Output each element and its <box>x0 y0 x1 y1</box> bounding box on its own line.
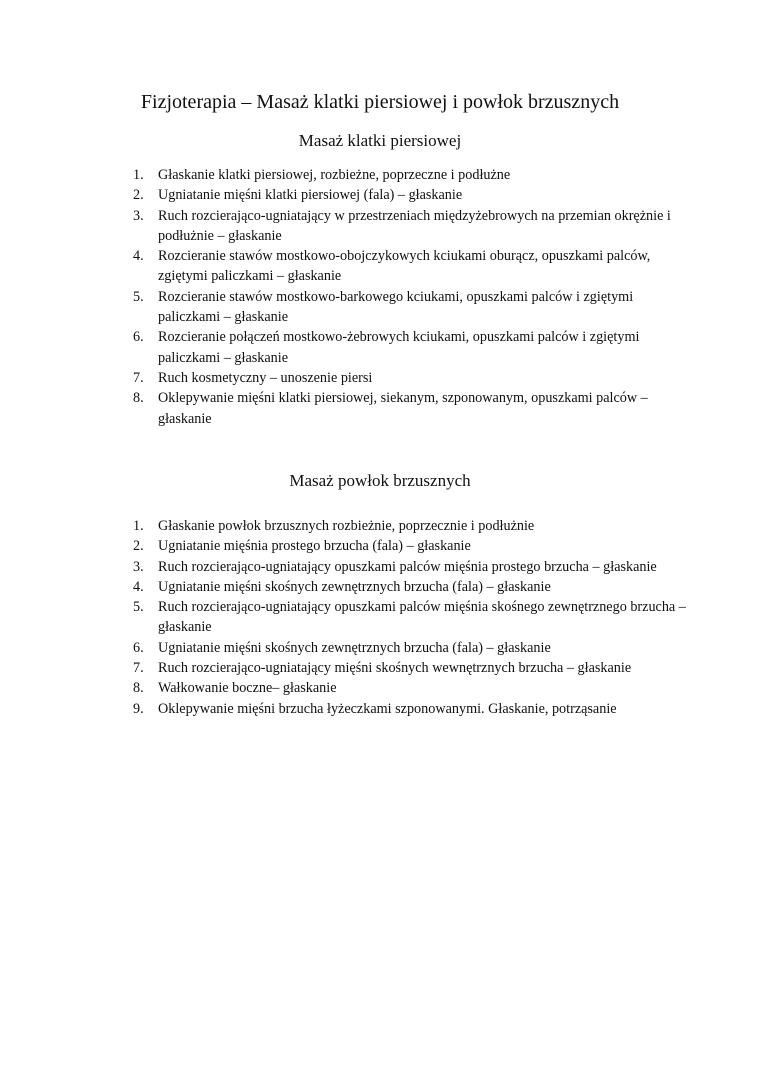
section-heading-abdominal-massage: Masaż powłok brzusznych <box>289 471 471 490</box>
item-number: 2. <box>133 538 144 555</box>
item-number: 1. <box>133 518 144 534</box>
list-item <box>133 516 693 536</box>
item-number: 7. <box>133 369 144 386</box>
item-number: 4. <box>133 578 144 595</box>
list-item <box>133 699 693 719</box>
item-number: 9. <box>133 700 144 717</box>
list-item <box>133 327 693 368</box>
item-number: 3. <box>133 207 144 224</box>
abdominal-massage-list <box>133 516 693 719</box>
list-item <box>133 557 693 577</box>
item-text: Głaskanie klatki piersiowej, rozbieżne, poprzeczne i podłużne <box>158 167 511 183</box>
list-item <box>133 597 693 638</box>
list-item <box>133 185 693 205</box>
list-item <box>133 577 693 597</box>
item-number: 6. <box>133 639 144 656</box>
chest-massage-list <box>133 165 693 429</box>
item-text: Ugniatanie mięśnia prostego brzucha (fala) – głaskanie <box>158 538 471 555</box>
item-text: Rozcieranie stawów mostkowo-barkowego kciukami, opuszkami palców i zgiętymi paliczkami – głaskanie <box>158 288 634 326</box>
list-item <box>133 678 693 698</box>
item-number: 8. <box>133 390 144 407</box>
document-title: Fizjoterapia – Masaż klatki piersiowej i powłok brzusznych <box>140 91 620 113</box>
list-item <box>133 388 693 429</box>
item-text: Ruch rozcierająco-ugniatający opuszkami palców mięśnia skośnego zewnętrznego brzucha – głaskanie <box>158 599 686 636</box>
item-text: Wałkowanie boczne– głaskanie <box>158 680 337 697</box>
item-text: Ugniatanie mięśni skośnych zewnętrznych brzucha (fala) – głaskanie <box>158 639 551 656</box>
item-number: 6. <box>133 329 144 346</box>
list-item <box>133 536 693 556</box>
item-number: 2. <box>133 187 144 204</box>
list-item <box>133 165 693 185</box>
item-text: Ruch kosmetyczny – unoszenie piersi <box>158 369 373 386</box>
item-text: Ruch rozcierająco-ugniatający w przestrzeniach międzyżebrowych na przemian okrężnie i podłużnie – głaskanie <box>158 207 671 244</box>
item-text: Rozcieranie połączeń mostkowo-żebrowych kciukami, opuszkami palców i zgiętymi paliczkami – głaskanie <box>158 329 640 366</box>
item-number: 7. <box>133 660 144 677</box>
list-item <box>133 658 693 678</box>
item-text: Ruch rozcierająco-ugniatający opuszkami palców mięśnia prostego brzucha – głaskanie <box>158 558 657 575</box>
item-text: Oklepywanie mięśni klatki piersiowej, siekanym, szponowanym, opuszkami palców – głaskanie <box>158 390 648 427</box>
list-item <box>133 638 693 658</box>
item-number: 5. <box>133 288 144 305</box>
item-text: Głaskanie powłok brzusznych rozbieżnie, poprzecznie i podłużnie <box>158 518 535 534</box>
list-item <box>133 368 693 388</box>
item-number: 1. <box>133 167 144 183</box>
item-number: 4. <box>133 248 144 265</box>
item-text: Ugniatanie mięśni skośnych zewnętrznych brzucha (fala) – głaskanie <box>158 578 551 595</box>
item-text: Ugniatanie mięśni klatki piersiowej (fala) – głaskanie <box>158 187 463 204</box>
list-item <box>133 287 693 328</box>
section-heading-chest-massage: Masaż klatki piersiowej <box>298 131 462 150</box>
item-number: 3. <box>133 558 144 575</box>
list-item <box>133 206 693 247</box>
item-number: 8. <box>133 680 144 697</box>
item-text: Rozcieranie stawów mostkowo-obojczykowych kciukami oburącz, opuszkami palców, zgiętymi paliczkami – głaskanie <box>158 248 651 285</box>
list-item <box>133 246 693 287</box>
item-text: Oklepywanie mięśni brzucha łyżeczkami szponowanymi. Głaskanie, potrząsanie <box>158 700 617 717</box>
item-text: Ruch rozcierająco-ugniatający mięśni skośnych wewnętrznych brzucha – głaskanie <box>158 660 632 677</box>
item-number: 5. <box>133 599 144 616</box>
